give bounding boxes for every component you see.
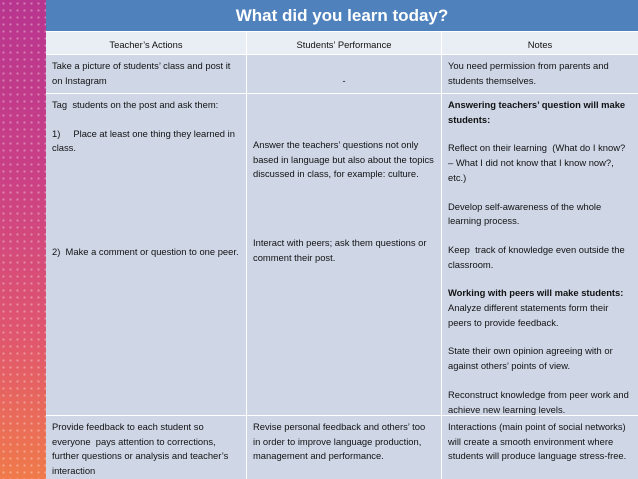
header-label: Teacher’s Actions	[109, 39, 183, 50]
header-students-performance	[247, 32, 441, 54]
header-notes	[442, 32, 638, 54]
cell-text: Develop self-awareness of the whole learning process.	[448, 200, 604, 227]
notes-heading: Working with peers will make students:	[448, 287, 624, 299]
cell-text: 1) Place at least one thing they learned in class.	[52, 127, 238, 154]
row2-students-cell	[247, 94, 441, 415]
dot-pattern	[0, 0, 46, 479]
cell-text: Interact with peers; ask them questions or comment their post.	[253, 237, 430, 263]
cell-text: -	[342, 75, 346, 86]
table-title: What did you learn today?	[46, 0, 638, 32]
cell-text: You need permission from parents and students themselves.	[448, 60, 612, 86]
row1-students-cell	[247, 55, 441, 93]
row3-notes-cell	[442, 416, 638, 479]
cell-text: Answer the teachers’ questions not only based in language but also about the topics discussed in class, for example: culture.	[253, 139, 437, 180]
cell-text: Take a picture of students’ class and post it on Instagram	[52, 60, 234, 86]
cell-text: State their own opinion agreeing with or against others’ points of view.	[448, 345, 616, 372]
cell-text: Keep track of knowledge even outside the classroom.	[448, 243, 628, 270]
header-label: Students’ Performance	[296, 39, 392, 50]
row2-notes-cell	[442, 94, 638, 415]
cell-text: Interactions (main point of social networks) will create a smooth environment where students will produce language stress-free.	[448, 421, 629, 462]
notes-heading: Answering teachers’ question will make students:	[448, 99, 628, 125]
cell-text: 2) Make a comment or question to one peer.	[52, 246, 239, 258]
header-label: Notes	[527, 39, 553, 50]
row1-teacher-cell	[46, 55, 246, 93]
cell-text: Reflect on their learning (What do I know? – What I did not know that I know now?, etc.)	[448, 142, 628, 183]
cell-text: Revise personal feedback and others’ too in order to improve language production, management and performance.	[253, 421, 428, 462]
row3-students-cell	[247, 416, 441, 479]
cell-text: Reconstruct knowledge from peer work and achieve new learning levels.	[448, 388, 632, 415]
lesson-table	[46, 0, 638, 479]
cell-text: Tag students on the post and ask them:	[52, 99, 219, 110]
cell-text: Analyze different statements form their peers to provide feedback.	[448, 302, 611, 328]
cell-text: Provide feedback to each student so everyone pays attention to corrections, further questions or analysis and teacher’s interaction	[52, 421, 231, 477]
row2-teacher-cell	[46, 94, 246, 415]
row3-teacher-cell	[46, 416, 246, 479]
row1-notes-cell	[442, 55, 638, 93]
header-teacher-actions	[46, 32, 246, 54]
decorative-side-band	[0, 0, 46, 479]
